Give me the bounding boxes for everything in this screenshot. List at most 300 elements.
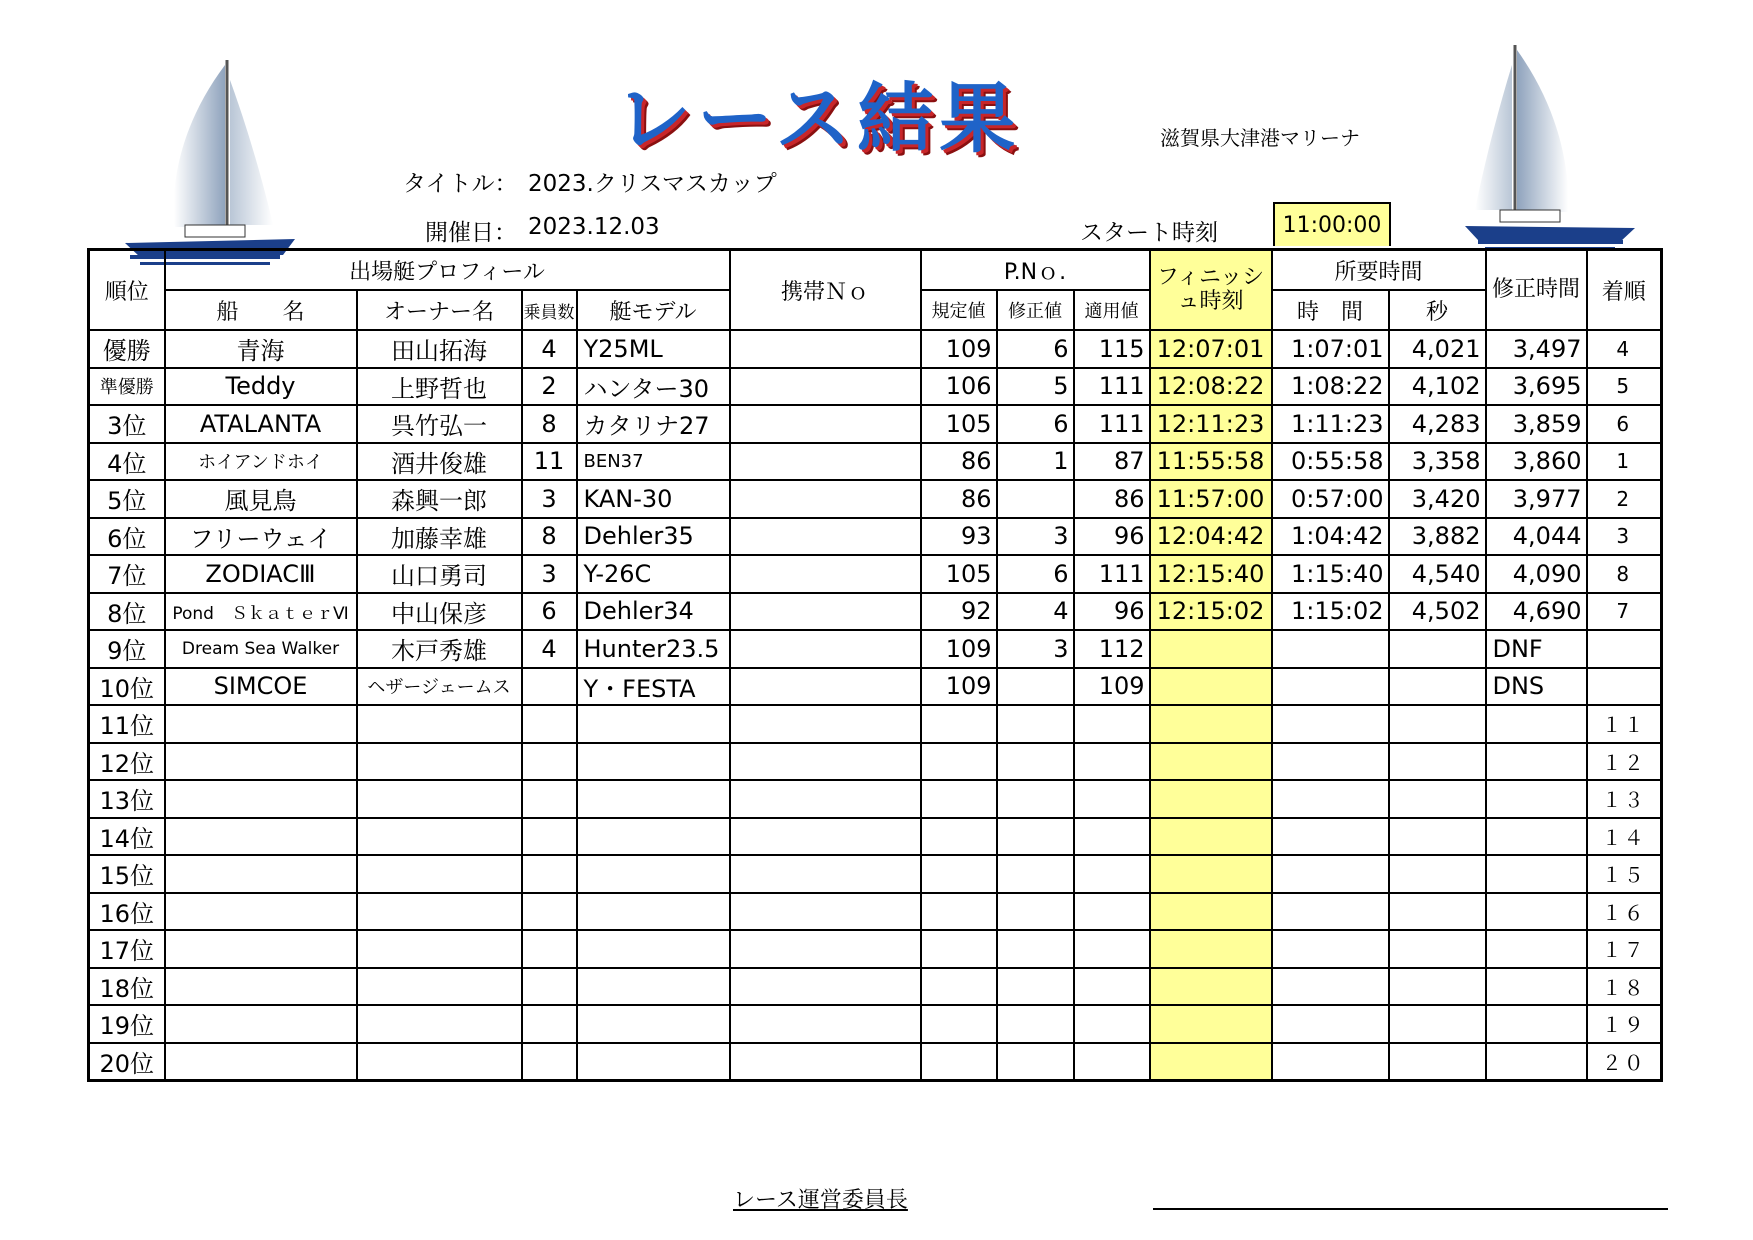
pno-std-cell: 106: [921, 368, 997, 406]
boat-name-cell: ATALANTA: [165, 405, 357, 443]
start-time-label: スタート時刻: [1080, 220, 1218, 246]
rank-cell: 優勝: [89, 330, 165, 368]
pno-std-cell: 105: [921, 405, 997, 443]
pno-std-cell: 92: [921, 593, 997, 631]
owner-cell: 中山保彦: [357, 593, 522, 631]
finish-time-cell: [1150, 1005, 1272, 1043]
boat-name-cell: [165, 705, 357, 743]
arrival-order-cell: １５: [1587, 855, 1662, 893]
corrected-time-cell: 4,090: [1486, 555, 1587, 593]
pno-adj-cell: [997, 855, 1074, 893]
crew-cell: [522, 893, 577, 931]
boat-name-cell: Teddy: [165, 368, 357, 406]
pno-std-cell: 93: [921, 518, 997, 556]
mobile-cell: [730, 555, 921, 593]
pno-adj-cell: 5: [997, 368, 1074, 406]
pno-adj-cell: [997, 480, 1074, 518]
arrival-order-cell: 1: [1587, 443, 1662, 481]
elapsed-time-cell: [1272, 930, 1389, 968]
rank-cell: 17位: [89, 930, 165, 968]
mobile-cell: [730, 1043, 921, 1081]
model-cell: [577, 743, 730, 781]
crew-cell: [522, 855, 577, 893]
header-pno-adj: 修正値: [997, 290, 1074, 330]
finish-time-cell: 12:15:40: [1150, 555, 1272, 593]
elapsed-sec-cell: 3,882: [1389, 518, 1486, 556]
pno-adj-cell: 6: [997, 405, 1074, 443]
pno-app-cell: [1074, 1005, 1150, 1043]
finish-time-cell: [1150, 668, 1272, 706]
arrival-order-cell: [1587, 668, 1662, 706]
pno-adj-cell: [997, 968, 1074, 1006]
header-profile: 出場艇プロフィール: [165, 250, 730, 291]
elapsed-time-cell: [1272, 1043, 1389, 1081]
finish-time-cell: [1150, 893, 1272, 931]
model-cell: Y25ML: [577, 330, 730, 368]
elapsed-time-cell: 0:57:00: [1272, 480, 1389, 518]
corrected-time-cell: 3,859: [1486, 405, 1587, 443]
finish-time-cell: 12:07:01: [1150, 330, 1272, 368]
finish-time-cell: 12:08:22: [1150, 368, 1272, 406]
mobile-cell: [730, 668, 921, 706]
crew-cell: [522, 1043, 577, 1081]
corrected-time-cell: DNF: [1486, 630, 1587, 668]
rank-cell: 19位: [89, 1005, 165, 1043]
boat-name-cell: [165, 818, 357, 856]
boat-name-cell: SIMCOE: [165, 668, 357, 706]
finish-time-cell: [1150, 743, 1272, 781]
boat-name-cell: 青海: [165, 330, 357, 368]
finish-time-cell: [1150, 780, 1272, 818]
crew-cell: [522, 1005, 577, 1043]
pno-std-cell: 105: [921, 555, 997, 593]
results-table: [87, 248, 1663, 1082]
boat-name-cell: [165, 893, 357, 931]
elapsed-sec-cell: [1389, 930, 1486, 968]
table-row: [89, 443, 1662, 481]
elapsed-time-cell: 0:55:58: [1272, 443, 1389, 481]
elapsed-sec-cell: 4,540: [1389, 555, 1486, 593]
pno-std-cell: 86: [921, 443, 997, 481]
elapsed-sec-cell: [1389, 818, 1486, 856]
model-cell: Y・FESTA: [577, 668, 730, 706]
header-boat-name: 船 名: [165, 290, 357, 330]
arrival-order-cell: １８: [1587, 968, 1662, 1006]
finish-time-cell: 11:57:00: [1150, 480, 1272, 518]
table-row: [89, 743, 1662, 781]
rank-cell: 3位: [89, 405, 165, 443]
owner-cell: 上野哲也: [357, 368, 522, 406]
elapsed-sec-cell: 3,358: [1389, 443, 1486, 481]
corrected-time-cell: [1486, 930, 1587, 968]
elapsed-time-cell: 1:11:23: [1272, 405, 1389, 443]
elapsed-sec-cell: [1389, 893, 1486, 931]
mobile-cell: [730, 368, 921, 406]
mobile-cell: [730, 743, 921, 781]
crew-cell: 2: [522, 368, 577, 406]
mobile-cell: [730, 818, 921, 856]
boat-name-cell: [165, 1043, 357, 1081]
crew-cell: [522, 743, 577, 781]
finish-time-cell: 12:11:23: [1150, 405, 1272, 443]
pno-adj-cell: [997, 1043, 1074, 1081]
header-corrected: 修正時間: [1486, 250, 1587, 331]
model-cell: [577, 780, 730, 818]
mobile-cell: [730, 968, 921, 1006]
rank-cell: 15位: [89, 855, 165, 893]
finish-time-cell: 12:15:02: [1150, 593, 1272, 631]
owner-cell: [357, 780, 522, 818]
corrected-time-cell: [1486, 968, 1587, 1006]
crew-cell: 8: [522, 518, 577, 556]
crew-cell: [522, 818, 577, 856]
rank-cell: 16位: [89, 893, 165, 931]
table-row: [89, 555, 1662, 593]
header-elapsed: 所要時間: [1272, 250, 1486, 291]
crew-cell: 11: [522, 443, 577, 481]
mobile-cell: [730, 480, 921, 518]
table-row: [89, 968, 1662, 1006]
elapsed-time-cell: 1:08:22: [1272, 368, 1389, 406]
header-pno-app: 適用値: [1074, 290, 1150, 330]
arrival-order-cell: １３: [1587, 780, 1662, 818]
elapsed-time-cell: [1272, 893, 1389, 931]
rank-cell: 4位: [89, 443, 165, 481]
finish-time-cell: [1150, 1043, 1272, 1081]
pno-app-cell: 109: [1074, 668, 1150, 706]
elapsed-time-cell: [1272, 818, 1389, 856]
header-mobile: 携帯Ｎｏ: [730, 250, 921, 331]
elapsed-time-cell: [1272, 668, 1389, 706]
mobile-cell: [730, 855, 921, 893]
owner-cell: [357, 818, 522, 856]
owner-cell: [357, 705, 522, 743]
pno-app-cell: 112: [1074, 630, 1150, 668]
pno-std-cell: [921, 855, 997, 893]
table-row: [89, 705, 1662, 743]
elapsed-time-cell: [1272, 630, 1389, 668]
elapsed-time-cell: [1272, 855, 1389, 893]
rank-cell: 20位: [89, 1043, 165, 1081]
boat-name-cell: Dream Sea Walker: [165, 630, 357, 668]
pno-app-cell: [1074, 818, 1150, 856]
arrival-order-cell: １４: [1587, 818, 1662, 856]
crew-cell: [522, 705, 577, 743]
elapsed-sec-cell: [1389, 1043, 1486, 1081]
header-elapsed-hms: 時 間: [1272, 290, 1389, 330]
arrival-order-cell: 5: [1587, 368, 1662, 406]
owner-cell: 加藤幸雄: [357, 518, 522, 556]
rank-cell: 11位: [89, 705, 165, 743]
pno-std-cell: [921, 968, 997, 1006]
table-row: [89, 780, 1662, 818]
pno-app-cell: [1074, 705, 1150, 743]
elapsed-sec-cell: [1389, 668, 1486, 706]
crew-cell: [522, 668, 577, 706]
table-row: [89, 1043, 1662, 1081]
corrected-time-cell: [1486, 893, 1587, 931]
corrected-time-cell: [1486, 743, 1587, 781]
rank-cell: 13位: [89, 780, 165, 818]
owner-cell: ヘザージェームス: [357, 668, 522, 706]
arrival-order-cell: 8: [1587, 555, 1662, 593]
rank-cell: 9位: [89, 630, 165, 668]
pno-app-cell: 87: [1074, 443, 1150, 481]
pno-std-cell: 86: [921, 480, 997, 518]
corrected-time-cell: 4,690: [1486, 593, 1587, 631]
boat-name-cell: [165, 930, 357, 968]
pno-app-cell: [1074, 855, 1150, 893]
pno-adj-cell: 6: [997, 330, 1074, 368]
finish-time-cell: 11:55:58: [1150, 443, 1272, 481]
arrival-order-cell: １２: [1587, 743, 1662, 781]
signature-label: レース運営委員長: [733, 1188, 908, 1213]
elapsed-time-cell: [1272, 968, 1389, 1006]
pno-app-cell: 111: [1074, 405, 1150, 443]
boat-name-cell: Pond ＳｋａｔｅｒⅥ: [165, 593, 357, 631]
model-cell: [577, 930, 730, 968]
table-row: [89, 893, 1662, 931]
finish-time-cell: 12:04:42: [1150, 518, 1272, 556]
rank-cell: 18位: [89, 968, 165, 1006]
elapsed-time-cell: 1:04:42: [1272, 518, 1389, 556]
table-row: [89, 855, 1662, 893]
corrected-time-cell: 3,977: [1486, 480, 1587, 518]
elapsed-sec-cell: [1389, 743, 1486, 781]
arrival-order-cell: １１: [1587, 705, 1662, 743]
pno-std-cell: [921, 893, 997, 931]
owner-cell: [357, 1043, 522, 1081]
pno-app-cell: 96: [1074, 593, 1150, 631]
elapsed-sec-cell: [1389, 968, 1486, 1006]
elapsed-time-cell: 1:07:01: [1272, 330, 1389, 368]
race-date-value: 2023.12.03: [528, 214, 660, 240]
header-pno-std: 規定値: [921, 290, 997, 330]
pno-adj-cell: 6: [997, 555, 1074, 593]
rank-cell: 準優勝: [89, 368, 165, 406]
corrected-time-cell: [1486, 1005, 1587, 1043]
header-finish: フィニッシュ時刻: [1150, 250, 1272, 331]
table-row: [89, 668, 1662, 706]
elapsed-sec-cell: 4,021: [1389, 330, 1486, 368]
start-time-value: 11:00:00: [1273, 202, 1391, 246]
table-row: [89, 330, 1662, 368]
crew-cell: [522, 968, 577, 1006]
elapsed-sec-cell: 3,420: [1389, 480, 1486, 518]
table-row: [89, 1005, 1662, 1043]
pno-std-cell: [921, 930, 997, 968]
finish-time-cell: [1150, 818, 1272, 856]
pno-adj-cell: [997, 1005, 1074, 1043]
page-title: レース結果: [615, 74, 1022, 163]
elapsed-time-cell: 1:15:40: [1272, 555, 1389, 593]
pno-app-cell: [1074, 780, 1150, 818]
boat-name-cell: [165, 743, 357, 781]
owner-cell: 森興一郎: [357, 480, 522, 518]
sailboat-icon: [1460, 40, 1635, 255]
finish-time-cell: [1150, 630, 1272, 668]
boat-name-cell: [165, 780, 357, 818]
pno-adj-cell: [997, 893, 1074, 931]
finish-time-cell: [1150, 855, 1272, 893]
rank-cell: 14位: [89, 818, 165, 856]
boat-name-cell: フリーウェイ: [165, 518, 357, 556]
corrected-time-cell: [1486, 1043, 1587, 1081]
model-cell: Hunter23.5: [577, 630, 730, 668]
arrival-order-cell: 2: [1587, 480, 1662, 518]
header-pno: P.Nｏ.: [921, 250, 1150, 291]
elapsed-time-cell: [1272, 1005, 1389, 1043]
owner-cell: 酒井俊雄: [357, 443, 522, 481]
pno-app-cell: [1074, 743, 1150, 781]
mobile-cell: [730, 593, 921, 631]
table-row: [89, 368, 1662, 406]
pno-adj-cell: [997, 818, 1074, 856]
mobile-cell: [730, 780, 921, 818]
boat-name-cell: ホイアンドホイ: [165, 443, 357, 481]
arrival-order-cell: １６: [1587, 893, 1662, 931]
header-elapsed-sec: 秒: [1389, 290, 1486, 330]
pno-std-cell: [921, 705, 997, 743]
table-row: [89, 930, 1662, 968]
arrival-order-cell: 7: [1587, 593, 1662, 631]
corrected-time-cell: [1486, 818, 1587, 856]
header-rank: 順位: [89, 250, 165, 331]
owner-cell: [357, 1005, 522, 1043]
pno-app-cell: [1074, 1043, 1150, 1081]
pno-adj-cell: [997, 743, 1074, 781]
corrected-time-cell: [1486, 855, 1587, 893]
sailboat-icon: [125, 55, 300, 270]
table-row: [89, 518, 1662, 556]
boat-name-cell: 風見鳥: [165, 480, 357, 518]
arrival-order-cell: ２０: [1587, 1043, 1662, 1081]
pno-app-cell: 86: [1074, 480, 1150, 518]
pno-adj-cell: 1: [997, 443, 1074, 481]
arrival-order-cell: 3: [1587, 518, 1662, 556]
owner-cell: [357, 855, 522, 893]
model-cell: [577, 1043, 730, 1081]
owner-cell: 呉竹弘一: [357, 405, 522, 443]
elapsed-sec-cell: [1389, 855, 1486, 893]
finish-time-cell: [1150, 705, 1272, 743]
elapsed-sec-cell: 4,283: [1389, 405, 1486, 443]
elapsed-sec-cell: 4,502: [1389, 593, 1486, 631]
owner-cell: [357, 893, 522, 931]
table-row: [89, 593, 1662, 631]
model-cell: [577, 855, 730, 893]
finish-time-cell: [1150, 968, 1272, 1006]
table-row: [89, 480, 1662, 518]
finish-time-cell: [1150, 930, 1272, 968]
owner-cell: [357, 743, 522, 781]
mobile-cell: [730, 405, 921, 443]
elapsed-sec-cell: [1389, 780, 1486, 818]
boat-name-cell: [165, 1005, 357, 1043]
crew-cell: [522, 780, 577, 818]
crew-cell: 6: [522, 593, 577, 631]
pno-app-cell: [1074, 968, 1150, 1006]
model-cell: BEN37: [577, 443, 730, 481]
elapsed-time-cell: [1272, 780, 1389, 818]
pno-std-cell: [921, 1043, 997, 1081]
header-owner: オーナー名: [357, 290, 522, 330]
model-cell: [577, 1005, 730, 1043]
corrected-time-cell: [1486, 705, 1587, 743]
elapsed-time-cell: 1:15:02: [1272, 593, 1389, 631]
model-cell: Dehler35: [577, 518, 730, 556]
model-cell: [577, 818, 730, 856]
crew-cell: 3: [522, 555, 577, 593]
corrected-time-cell: 3,497: [1486, 330, 1587, 368]
pno-adj-cell: 4: [997, 593, 1074, 631]
arrival-order-cell: 6: [1587, 405, 1662, 443]
mobile-cell: [730, 705, 921, 743]
owner-cell: 田山拓海: [357, 330, 522, 368]
race-date-label: 開催日：: [425, 220, 517, 246]
race-title-value: 2023.クリスマスカップ: [528, 171, 777, 197]
crew-cell: 3: [522, 480, 577, 518]
arrival-order-cell: １９: [1587, 1005, 1662, 1043]
mobile-cell: [730, 930, 921, 968]
pno-adj-cell: [997, 668, 1074, 706]
header-model: 艇モデル: [577, 290, 730, 330]
pno-app-cell: 111: [1074, 368, 1150, 406]
elapsed-time-cell: [1272, 743, 1389, 781]
signature-line: [1153, 1208, 1668, 1210]
mobile-cell: [730, 330, 921, 368]
corrected-time-cell: DNS: [1486, 668, 1587, 706]
mobile-cell: [730, 518, 921, 556]
elapsed-sec-cell: 4,102: [1389, 368, 1486, 406]
owner-cell: 木戸秀雄: [357, 630, 522, 668]
pno-adj-cell: [997, 930, 1074, 968]
pno-std-cell: 109: [921, 330, 997, 368]
elapsed-time-cell: [1272, 705, 1389, 743]
mobile-cell: [730, 443, 921, 481]
rank-cell: 10位: [89, 668, 165, 706]
model-cell: Y-26C: [577, 555, 730, 593]
pno-app-cell: [1074, 893, 1150, 931]
elapsed-sec-cell: [1389, 705, 1486, 743]
corrected-time-cell: 4,044: [1486, 518, 1587, 556]
rank-cell: 7位: [89, 555, 165, 593]
rank-cell: 6位: [89, 518, 165, 556]
header-arrival: 着順: [1587, 250, 1662, 331]
corrected-time-cell: [1486, 780, 1587, 818]
model-cell: [577, 705, 730, 743]
pno-adj-cell: 3: [997, 518, 1074, 556]
pno-std-cell: [921, 743, 997, 781]
rank-cell: 5位: [89, 480, 165, 518]
owner-cell: 山口勇司: [357, 555, 522, 593]
boat-name-cell: ZODIACⅢ: [165, 555, 357, 593]
crew-cell: 4: [522, 630, 577, 668]
rank-cell: 8位: [89, 593, 165, 631]
venue-label: 滋賀県大津港マリーナ: [1160, 126, 1360, 150]
boat-name-cell: [165, 855, 357, 893]
pno-app-cell: 115: [1074, 330, 1150, 368]
table-row: [89, 818, 1662, 856]
owner-cell: [357, 968, 522, 1006]
crew-cell: 8: [522, 405, 577, 443]
pno-std-cell: 109: [921, 630, 997, 668]
pno-std-cell: [921, 1005, 997, 1043]
pno-adj-cell: 3: [997, 630, 1074, 668]
model-cell: Dehler34: [577, 593, 730, 631]
mobile-cell: [730, 630, 921, 668]
pno-std-cell: 109: [921, 668, 997, 706]
